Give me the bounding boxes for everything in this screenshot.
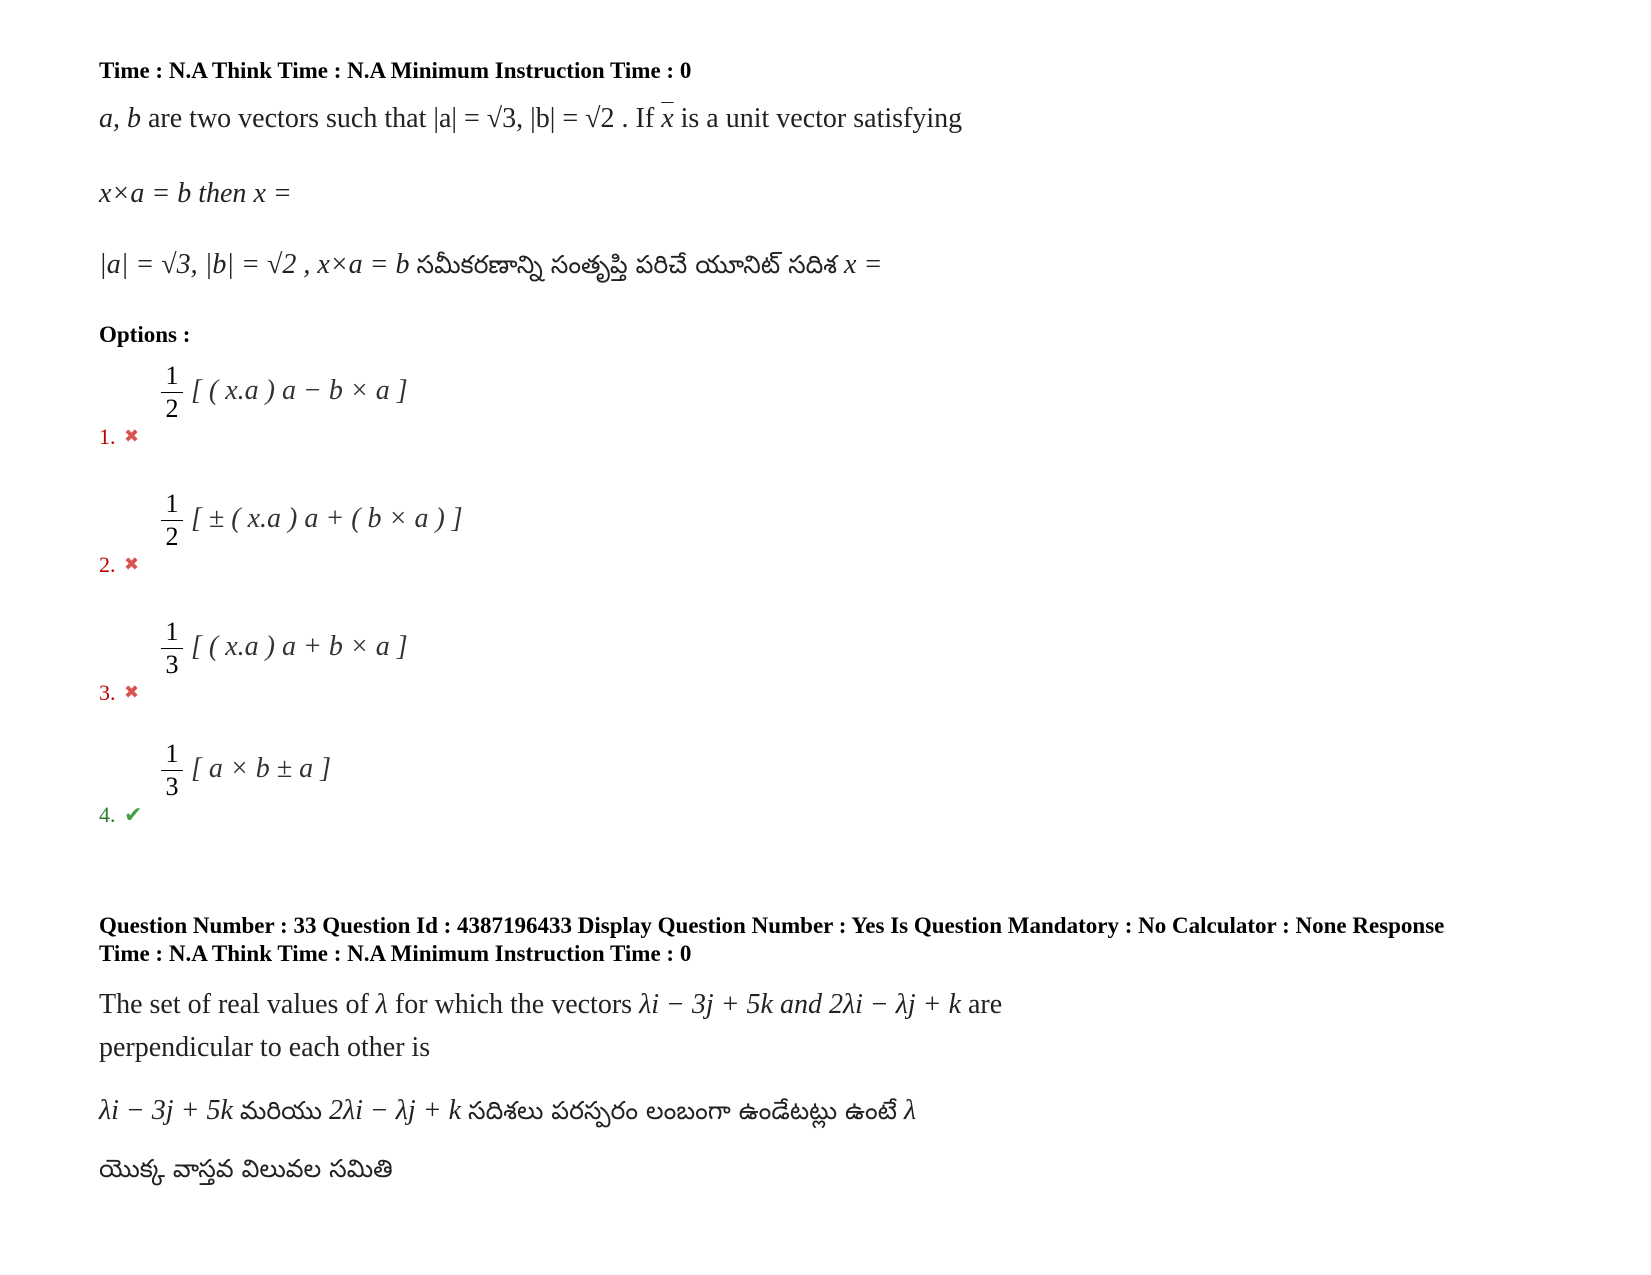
option-1 [99, 360, 699, 450]
option-3 [99, 616, 699, 706]
question-english-line-1 [99, 988, 1002, 1022]
question-text-are: are [968, 989, 1003, 1020]
option-number: 2. [99, 552, 116, 577]
option-number: 4. [99, 802, 116, 827]
option-expression: [ a × b ± a ] [191, 753, 332, 784]
question-text-then: then [198, 178, 247, 209]
vector-x-equals: x = [253, 178, 292, 209]
magnitude-condition-te: |a| = √3, |b| = √2 , [99, 249, 311, 280]
question-telugu-line [99, 248, 882, 282]
correct-check-icon: ✔ [124, 803, 143, 828]
telugu-and: మరియు [239, 1096, 322, 1125]
magnitude-condition: |a| = √3, |b| = √2 . [433, 103, 629, 134]
question-english-line-2: perpendicular to each other is [99, 1032, 431, 1063]
vector-2: 2λi − λj + k [828, 989, 961, 1020]
question-telugu-line-1 [99, 1094, 916, 1128]
option-2 [99, 488, 699, 578]
cross-product-equation: x×a = b [99, 178, 192, 209]
question-text-and: and [779, 989, 822, 1020]
option-expression: [ ( x.a ) a + b × a ] [191, 631, 408, 662]
option-number: 3. [99, 680, 116, 705]
question-text-part: are two vectors such that [148, 103, 427, 134]
option-4 [99, 738, 699, 828]
options-label: Options : [99, 322, 191, 347]
wrong-mark-icon: ✖ [124, 682, 140, 703]
vectors-ab: a, b [99, 103, 141, 134]
lambda-symbol-te: λ [903, 1095, 917, 1126]
time-info-line: Time : N.A Think Time : N.A Minimum Instruction Time : 0 [99, 941, 692, 966]
option-number: 1. [99, 424, 116, 449]
wrong-mark-icon: ✖ [124, 554, 140, 575]
question-meta-line: Question Number : 33 Question Id : 4387196433 Display Question Number : Yes Is Question Mandatory : No Calculator : None Response [99, 913, 1445, 938]
lambda-symbol: λ [375, 989, 388, 1020]
option-expression: [ ± ( x.a ) a + ( b × a ) ] [191, 503, 463, 534]
question-text-part: The set of real values of [99, 989, 369, 1020]
option-fraction: $\frac{1}{3}$ [161, 616, 183, 681]
wrong-mark-icon: ✖ [124, 426, 140, 447]
telugu-question-text: సదిశలు పరస్పరం లంబంగా ఉండేటట్లు ఉంటే [468, 1096, 897, 1125]
cross-product-equation-te: x×a = b [317, 249, 410, 280]
question-english-line-2 [99, 177, 292, 211]
question-text-tail: is a unit vector satisfying [680, 103, 963, 134]
vector-1-te: λi − 3j + 5k [99, 1095, 233, 1126]
telugu-question-text: సమీకరణాన్ని సంతృప్తి పరిచే యూనిట్ సదిశ [416, 250, 838, 279]
option-fraction: $\frac{1}{3}$ [161, 738, 183, 803]
question-telugu-line-2: యొక్క వాస్తవ విలువల సమితి [99, 1154, 393, 1183]
time-info-line: Time : N.A Think Time : N.A Minimum Instruction Time : 0 [99, 58, 692, 83]
question-text-if: If [635, 103, 655, 134]
question-text-part: for which the vectors [394, 989, 633, 1020]
vector-x: $\overline{x}$ [661, 103, 674, 134]
option-fraction: $\frac{1}{2}$ [161, 488, 183, 553]
vector-2-te: 2λi − λj + k [328, 1095, 462, 1126]
option-fraction: $\frac{1}{2}$ [161, 360, 183, 425]
option-expression: [ ( x.a ) a − b × a ] [191, 375, 408, 406]
question-english-line-1 [99, 102, 962, 136]
vector-1: λi − 3j + 5k [639, 989, 773, 1020]
vector-x-equals-te: x = [844, 249, 883, 280]
